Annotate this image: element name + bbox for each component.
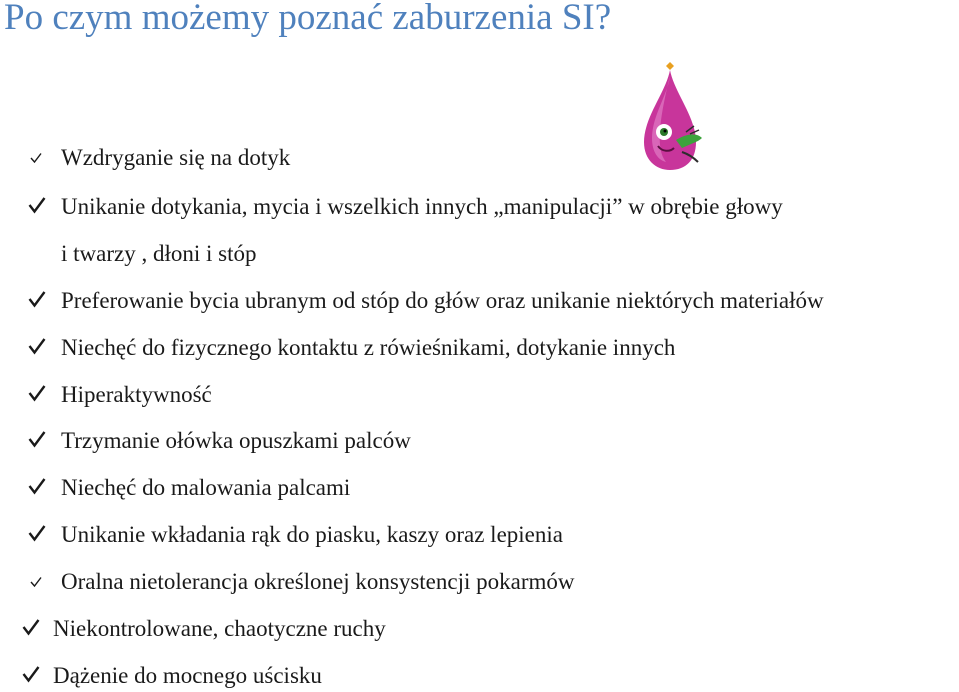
check-icon (22, 618, 40, 636)
page-title: Po czym możemy poznać zaburzenia SI? (4, 0, 612, 38)
check-icon (28, 196, 46, 214)
check-icon (30, 576, 42, 588)
check-icon (30, 152, 42, 164)
check-icon (28, 337, 46, 355)
check-icon (28, 384, 46, 402)
check-icon (28, 477, 46, 495)
pink-drop-character-icon (636, 62, 708, 174)
check-icon (28, 430, 46, 448)
check-icon (28, 290, 46, 308)
check-icon (22, 665, 40, 683)
check-icon (28, 524, 46, 542)
